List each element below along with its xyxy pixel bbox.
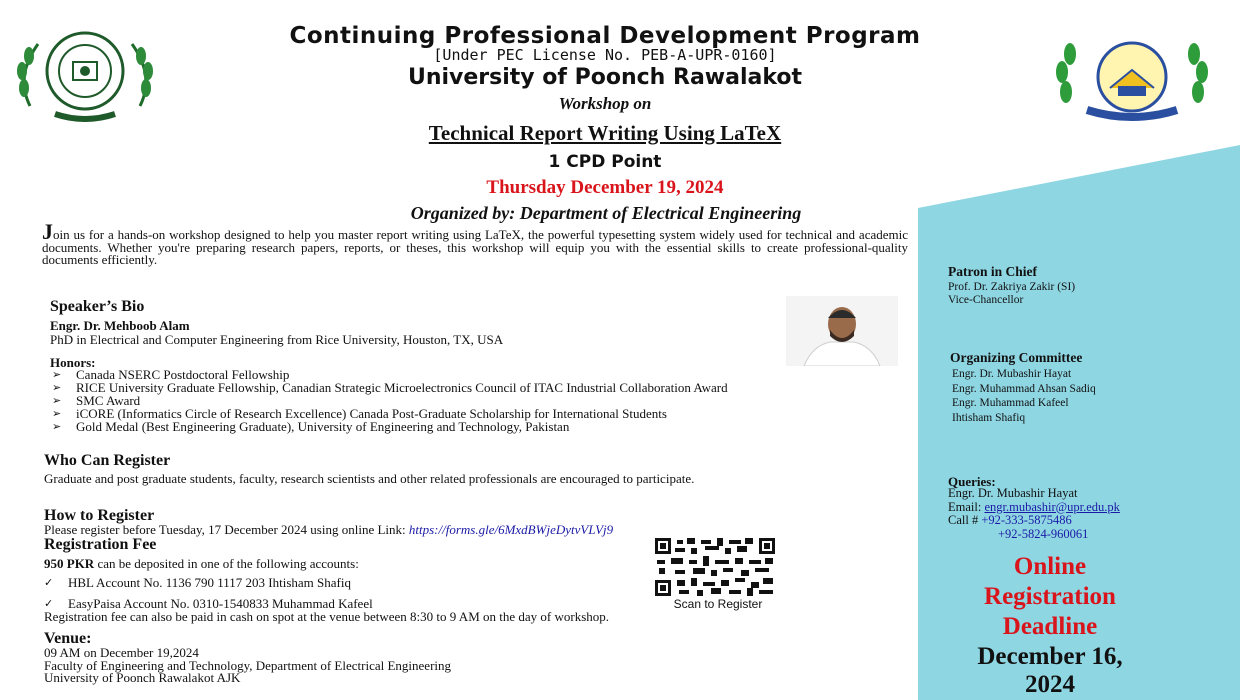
patron-lines <box>948 281 1075 307</box>
deadline-line: Registration <box>984 583 1116 610</box>
honor-item: ➢ Gold Medal (Best Engineering Graduate), University of Engineering and Technology, Pakistan <box>48 420 918 433</box>
call-line-2 <box>948 528 1120 542</box>
committee-member: Engr. Muhammad Ahsan Sadiq <box>952 382 1096 395</box>
venue-line: University of Poonch Rawalakot AJK <box>44 670 241 685</box>
email-link[interactable]: engr.mubashir@upr.edu.pk <box>984 499 1120 514</box>
license-text: [Under PEC License No. PEB-A-UPR-0160] <box>433 46 777 64</box>
venue-lines <box>44 647 451 685</box>
program-title: Continuing Professional Development Program <box>289 23 921 49</box>
organized-by: Organized by: Department of Electrical Engineering <box>410 203 802 223</box>
patron-name: Prof. Dr. Zakriya Zakir (SI) <box>948 281 1076 293</box>
cash-note: Registration fee can also be paid in cash on spot at the venue between 8:30 to 9 AM on the day of workshop. <box>44 609 610 624</box>
venue-line: 09 AM on December 19,2024 <box>44 645 199 660</box>
committee-list <box>952 367 1096 425</box>
intro-paragraph <box>42 219 908 267</box>
deadline-block <box>930 552 1170 642</box>
cpd-points: 1 CPD Point <box>548 152 662 172</box>
pec-logo <box>10 26 160 122</box>
university-name: University of Poonch Rawalakot <box>407 65 803 90</box>
email-label: Email: <box>948 499 985 514</box>
account-item: ✓ EasyPaisa Account No. 0310-1540833 Muhammad Kafeel <box>40 595 373 612</box>
call-line <box>948 514 1120 528</box>
committee-member: Ihtisham Shafiq <box>952 411 1026 424</box>
honor-item: ➢ iCORE (Informatics Circle of Research Excellence) Canada Post-Graduate Scholarship for International Students <box>48 407 918 420</box>
workshop-on: Workshop on <box>558 94 652 113</box>
qr-label: Scan to Register <box>673 597 763 611</box>
deadline-date <box>930 643 1170 699</box>
speaker-heading: Speaker’s Bio <box>50 298 145 315</box>
honor-item: ➢ RICE University Graduate Fellowship, Canadian Strategic Microelectronics Council of ITAC Industrial Collaboration Award <box>48 381 918 394</box>
honor-item: ➢ SMC Award <box>48 394 918 407</box>
workshop-date: Thursday December 19, 2024 <box>486 177 724 198</box>
intro-drop-cap: J <box>42 219 53 244</box>
queries-heading: Queries: <box>948 474 996 489</box>
qr-code[interactable] <box>655 538 775 596</box>
patron-heading: Patron in Chief <box>948 264 1038 279</box>
honor-item: ➢ Canada NSERC Postdoctoral Fellowship <box>48 368 918 381</box>
fee-heading: Registration Fee <box>44 536 157 553</box>
workshop-title: Technical Report Writing Using LaTeX <box>428 121 782 145</box>
queries-block <box>948 487 1120 541</box>
deadline-line: Online <box>1013 553 1087 580</box>
deadline-line: Deadline <box>1002 613 1098 640</box>
intro-text: oin us for a hands-on workshop designed to help you master report writing using LaTeX, the powerful typesetting system widely used for technical and academic documents. Whether you're preparing research papers, reports, or theses, this workshop will equip you with the essential skills to create professional-quality documents efficiently. <box>42 227 908 267</box>
deadline-date-line: 2024 <box>1025 671 1075 698</box>
honors-list <box>48 368 918 433</box>
speaker-name: Engr. Dr. Mehboob Alam <box>50 318 190 333</box>
account-item: ✓ HBL Account No. 1136 790 1117 203 Ihtisham Shafiq <box>40 574 373 591</box>
upr-logo <box>1052 32 1212 122</box>
how-heading: How to Register <box>44 507 155 524</box>
email-line <box>948 501 1120 515</box>
deadline-date-line: December 16, <box>977 643 1123 670</box>
speaker-degree: PhD in Electrical and Computer Engineering from Rice University, Houston, TX, USA <box>50 332 504 347</box>
honors-label: Honors: <box>50 355 96 370</box>
phone-link-2[interactable]: +92-5824-960061 <box>998 526 1089 541</box>
venue-heading: Venue: <box>44 630 92 647</box>
venue-line: Faculty of Engineering and Technology, Department of Electrical Engineering <box>44 657 452 673</box>
committee-heading: Organizing Committee <box>950 350 1083 365</box>
patron-title: Vice-Chancellor <box>948 294 1024 306</box>
who-text: Graduate and post graduate students, faculty, research scientists and other related professionals are encouraged to participate. <box>44 471 695 486</box>
queries-name: Engr. Dr. Mubashir Hayat <box>948 486 1078 500</box>
how-text: Please register before Tuesday, 17 December 2024 using online Link: <box>44 522 406 537</box>
speaker-photo <box>786 296 898 366</box>
fee-amount: 950 PKR <box>44 556 95 571</box>
fee-line <box>44 556 359 572</box>
call-label: Call # <box>948 513 982 527</box>
registration-link[interactable]: https://forms.gle/6MxdBWjeDytvVLVj9 <box>408 522 614 537</box>
who-heading: Who Can Register <box>44 452 171 469</box>
committee-member: Engr. Muhammad Kafeel <box>952 397 1069 409</box>
phone-link-1[interactable]: +92-333-5875486 <box>981 513 1072 527</box>
fee-text: can be deposited in one of the following accounts: <box>97 556 359 571</box>
accounts-list <box>40 574 373 612</box>
committee-member: Engr. Dr. Mubashir Hayat <box>952 368 1072 380</box>
